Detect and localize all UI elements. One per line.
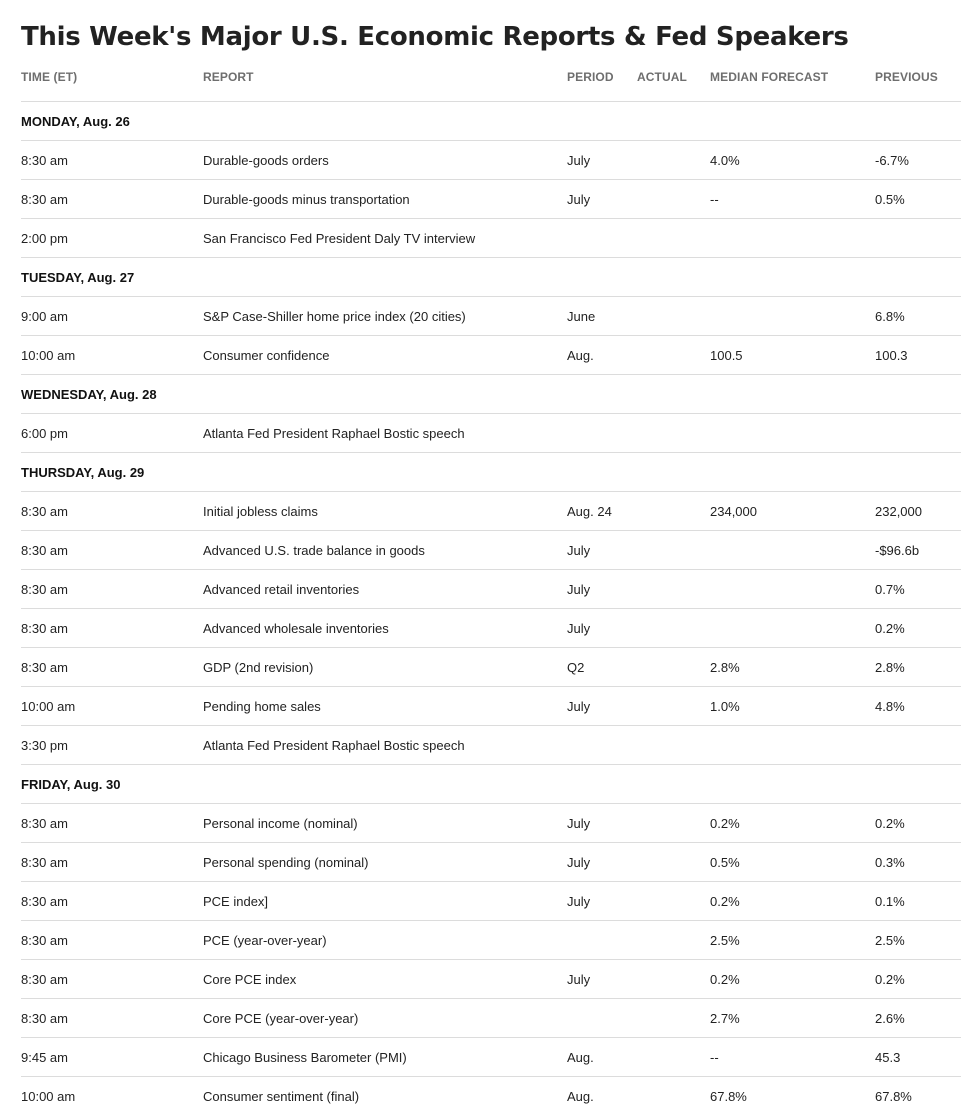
cell-period: July bbox=[567, 609, 637, 648]
cell-previous: -6.7% bbox=[875, 141, 961, 180]
cell-time: 10:00 am bbox=[21, 687, 203, 726]
cell-median-forecast bbox=[710, 531, 875, 570]
cell-report: Personal income (nominal) bbox=[203, 804, 567, 843]
table-row bbox=[21, 414, 961, 453]
cell-actual bbox=[637, 414, 710, 453]
cell-time: 8:30 am bbox=[21, 531, 203, 570]
cell-period: July bbox=[567, 531, 637, 570]
cell-actual bbox=[637, 570, 710, 609]
table-row bbox=[21, 492, 961, 531]
cell-actual bbox=[637, 180, 710, 219]
cell-previous: 0.7% bbox=[875, 570, 961, 609]
cell-previous bbox=[875, 726, 961, 765]
cell-median-forecast: 0.2% bbox=[710, 804, 875, 843]
table-row bbox=[21, 921, 961, 960]
cell-report: Consumer confidence bbox=[203, 336, 567, 375]
cell-report: Durable-goods orders bbox=[203, 141, 567, 180]
cell-median-forecast: 67.8% bbox=[710, 1077, 875, 1115]
column-header-report: REPORT bbox=[203, 67, 567, 102]
cell-period: July bbox=[567, 687, 637, 726]
cell-report: Atlanta Fed President Raphael Bostic speech bbox=[203, 726, 567, 765]
cell-period bbox=[567, 726, 637, 765]
cell-previous: 100.3 bbox=[875, 336, 961, 375]
table-body bbox=[21, 102, 961, 1115]
cell-time: 9:45 am bbox=[21, 1038, 203, 1077]
table-row bbox=[21, 336, 961, 375]
cell-time: 2:00 pm bbox=[21, 219, 203, 258]
table-row bbox=[21, 180, 961, 219]
cell-actual bbox=[637, 219, 710, 258]
table-row bbox=[21, 609, 961, 648]
cell-period: Q2 bbox=[567, 648, 637, 687]
column-header-period: PERIOD bbox=[567, 67, 637, 102]
day-header-row bbox=[21, 258, 961, 297]
cell-report: San Francisco Fed President Daly TV interview bbox=[203, 219, 567, 258]
cell-previous: 0.2% bbox=[875, 804, 961, 843]
day-header-row bbox=[21, 102, 961, 141]
cell-actual bbox=[637, 687, 710, 726]
cell-median-forecast: 0.2% bbox=[710, 882, 875, 921]
cell-period: July bbox=[567, 180, 637, 219]
cell-report: PCE index] bbox=[203, 882, 567, 921]
cell-report: Atlanta Fed President Raphael Bostic speech bbox=[203, 414, 567, 453]
cell-actual bbox=[637, 921, 710, 960]
cell-period bbox=[567, 414, 637, 453]
cell-actual bbox=[637, 882, 710, 921]
table-header-row bbox=[21, 67, 961, 102]
cell-actual bbox=[637, 336, 710, 375]
cell-time: 8:30 am bbox=[21, 804, 203, 843]
day-header-row bbox=[21, 375, 961, 414]
cell-report: Durable-goods minus transportation bbox=[203, 180, 567, 219]
cell-report: Pending home sales bbox=[203, 687, 567, 726]
table-row bbox=[21, 843, 961, 882]
cell-actual bbox=[637, 492, 710, 531]
column-header-previous: PREVIOUS bbox=[875, 67, 961, 102]
table-row bbox=[21, 141, 961, 180]
cell-actual bbox=[637, 804, 710, 843]
cell-period: July bbox=[567, 570, 637, 609]
cell-median-forecast: 4.0% bbox=[710, 141, 875, 180]
cell-report: GDP (2nd revision) bbox=[203, 648, 567, 687]
cell-previous: 0.2% bbox=[875, 960, 961, 999]
cell-previous: 4.8% bbox=[875, 687, 961, 726]
cell-median-forecast bbox=[710, 609, 875, 648]
cell-actual bbox=[637, 648, 710, 687]
column-header-median-forecast: MEDIAN FORECAST bbox=[710, 67, 875, 102]
cell-report: Personal spending (nominal) bbox=[203, 843, 567, 882]
cell-previous: 45.3 bbox=[875, 1038, 961, 1077]
cell-period: Aug. bbox=[567, 1038, 637, 1077]
table-row bbox=[21, 570, 961, 609]
column-header-time: TIME (ET) bbox=[21, 67, 203, 102]
cell-previous bbox=[875, 219, 961, 258]
cell-median-forecast: 100.5 bbox=[710, 336, 875, 375]
cell-median-forecast: 234,000 bbox=[710, 492, 875, 531]
cell-report: Core PCE index bbox=[203, 960, 567, 999]
cell-time: 9:00 am bbox=[21, 297, 203, 336]
cell-period bbox=[567, 219, 637, 258]
cell-period: Aug. bbox=[567, 336, 637, 375]
cell-actual bbox=[637, 1038, 710, 1077]
cell-period bbox=[567, 921, 637, 960]
cell-report: Chicago Business Barometer (PMI) bbox=[203, 1038, 567, 1077]
day-label: MONDAY, Aug. 26 bbox=[21, 102, 961, 141]
cell-period bbox=[567, 999, 637, 1038]
cell-report: Initial jobless claims bbox=[203, 492, 567, 531]
cell-previous bbox=[875, 414, 961, 453]
day-header-row bbox=[21, 765, 961, 804]
cell-report: Core PCE (year-over-year) bbox=[203, 999, 567, 1038]
cell-time: 8:30 am bbox=[21, 609, 203, 648]
economic-calendar-table bbox=[21, 67, 961, 1115]
cell-median-forecast: 0.2% bbox=[710, 960, 875, 999]
cell-time: 8:30 am bbox=[21, 141, 203, 180]
cell-period: Aug. 24 bbox=[567, 492, 637, 531]
cell-period: June bbox=[567, 297, 637, 336]
cell-time: 8:30 am bbox=[21, 492, 203, 531]
cell-median-forecast bbox=[710, 414, 875, 453]
cell-period: July bbox=[567, 141, 637, 180]
day-header-row bbox=[21, 453, 961, 492]
cell-time: 8:30 am bbox=[21, 960, 203, 999]
cell-median-forecast: 0.5% bbox=[710, 843, 875, 882]
table-row bbox=[21, 999, 961, 1038]
cell-actual bbox=[637, 960, 710, 999]
table-row bbox=[21, 531, 961, 570]
cell-median-forecast: 2.5% bbox=[710, 921, 875, 960]
cell-actual bbox=[637, 1077, 710, 1115]
cell-time: 6:00 pm bbox=[21, 414, 203, 453]
cell-report: Consumer sentiment (final) bbox=[203, 1077, 567, 1115]
cell-previous: 2.6% bbox=[875, 999, 961, 1038]
cell-previous: 67.8% bbox=[875, 1077, 961, 1115]
cell-actual bbox=[637, 297, 710, 336]
cell-previous: 6.8% bbox=[875, 297, 961, 336]
cell-previous: 2.8% bbox=[875, 648, 961, 687]
cell-actual bbox=[637, 999, 710, 1038]
cell-period: July bbox=[567, 960, 637, 999]
table-row bbox=[21, 1038, 961, 1077]
column-header-actual: ACTUAL bbox=[637, 67, 710, 102]
day-label: WEDNESDAY, Aug. 28 bbox=[21, 375, 961, 414]
table-row bbox=[21, 960, 961, 999]
cell-report: Advanced wholesale inventories bbox=[203, 609, 567, 648]
cell-report: PCE (year-over-year) bbox=[203, 921, 567, 960]
day-label: THURSDAY, Aug. 29 bbox=[21, 453, 961, 492]
cell-report: Advanced retail inventories bbox=[203, 570, 567, 609]
cell-median-forecast bbox=[710, 219, 875, 258]
cell-time: 8:30 am bbox=[21, 882, 203, 921]
cell-median-forecast: -- bbox=[710, 1038, 875, 1077]
cell-time: 8:30 am bbox=[21, 570, 203, 609]
table-row bbox=[21, 726, 961, 765]
table-row bbox=[21, 804, 961, 843]
cell-previous: 0.2% bbox=[875, 609, 961, 648]
cell-previous: 0.5% bbox=[875, 180, 961, 219]
cell-median-forecast: 1.0% bbox=[710, 687, 875, 726]
cell-median-forecast bbox=[710, 570, 875, 609]
table-row bbox=[21, 648, 961, 687]
cell-report: S&P Case-Shiller home price index (20 cities) bbox=[203, 297, 567, 336]
table-row bbox=[21, 882, 961, 921]
cell-previous: 2.5% bbox=[875, 921, 961, 960]
table-row bbox=[21, 297, 961, 336]
table-row bbox=[21, 1077, 961, 1115]
table-row bbox=[21, 687, 961, 726]
day-label: FRIDAY, Aug. 30 bbox=[21, 765, 961, 804]
cell-previous: 0.3% bbox=[875, 843, 961, 882]
cell-actual bbox=[637, 141, 710, 180]
page-title: This Week's Major U.S. Economic Reports & Fed Speakers bbox=[21, 0, 961, 55]
cell-time: 10:00 am bbox=[21, 336, 203, 375]
cell-actual bbox=[637, 531, 710, 570]
cell-period: Aug. bbox=[567, 1077, 637, 1115]
cell-median-forecast bbox=[710, 297, 875, 336]
cell-actual bbox=[637, 726, 710, 765]
cell-time: 8:30 am bbox=[21, 180, 203, 219]
cell-median-forecast: -- bbox=[710, 180, 875, 219]
table-row bbox=[21, 219, 961, 258]
cell-time: 8:30 am bbox=[21, 999, 203, 1038]
cell-median-forecast bbox=[710, 726, 875, 765]
cell-actual bbox=[637, 609, 710, 648]
cell-time: 8:30 am bbox=[21, 921, 203, 960]
cell-time: 8:30 am bbox=[21, 843, 203, 882]
cell-period: July bbox=[567, 804, 637, 843]
cell-actual bbox=[637, 843, 710, 882]
cell-time: 3:30 pm bbox=[21, 726, 203, 765]
cell-period: July bbox=[567, 843, 637, 882]
cell-time: 10:00 am bbox=[21, 1077, 203, 1115]
cell-median-forecast: 2.7% bbox=[710, 999, 875, 1038]
cell-period: July bbox=[567, 882, 637, 921]
day-label: TUESDAY, Aug. 27 bbox=[21, 258, 961, 297]
cell-previous: 232,000 bbox=[875, 492, 961, 531]
cell-previous: -$96.6b bbox=[875, 531, 961, 570]
cell-median-forecast: 2.8% bbox=[710, 648, 875, 687]
cell-previous: 0.1% bbox=[875, 882, 961, 921]
cell-report: Advanced U.S. trade balance in goods bbox=[203, 531, 567, 570]
cell-time: 8:30 am bbox=[21, 648, 203, 687]
